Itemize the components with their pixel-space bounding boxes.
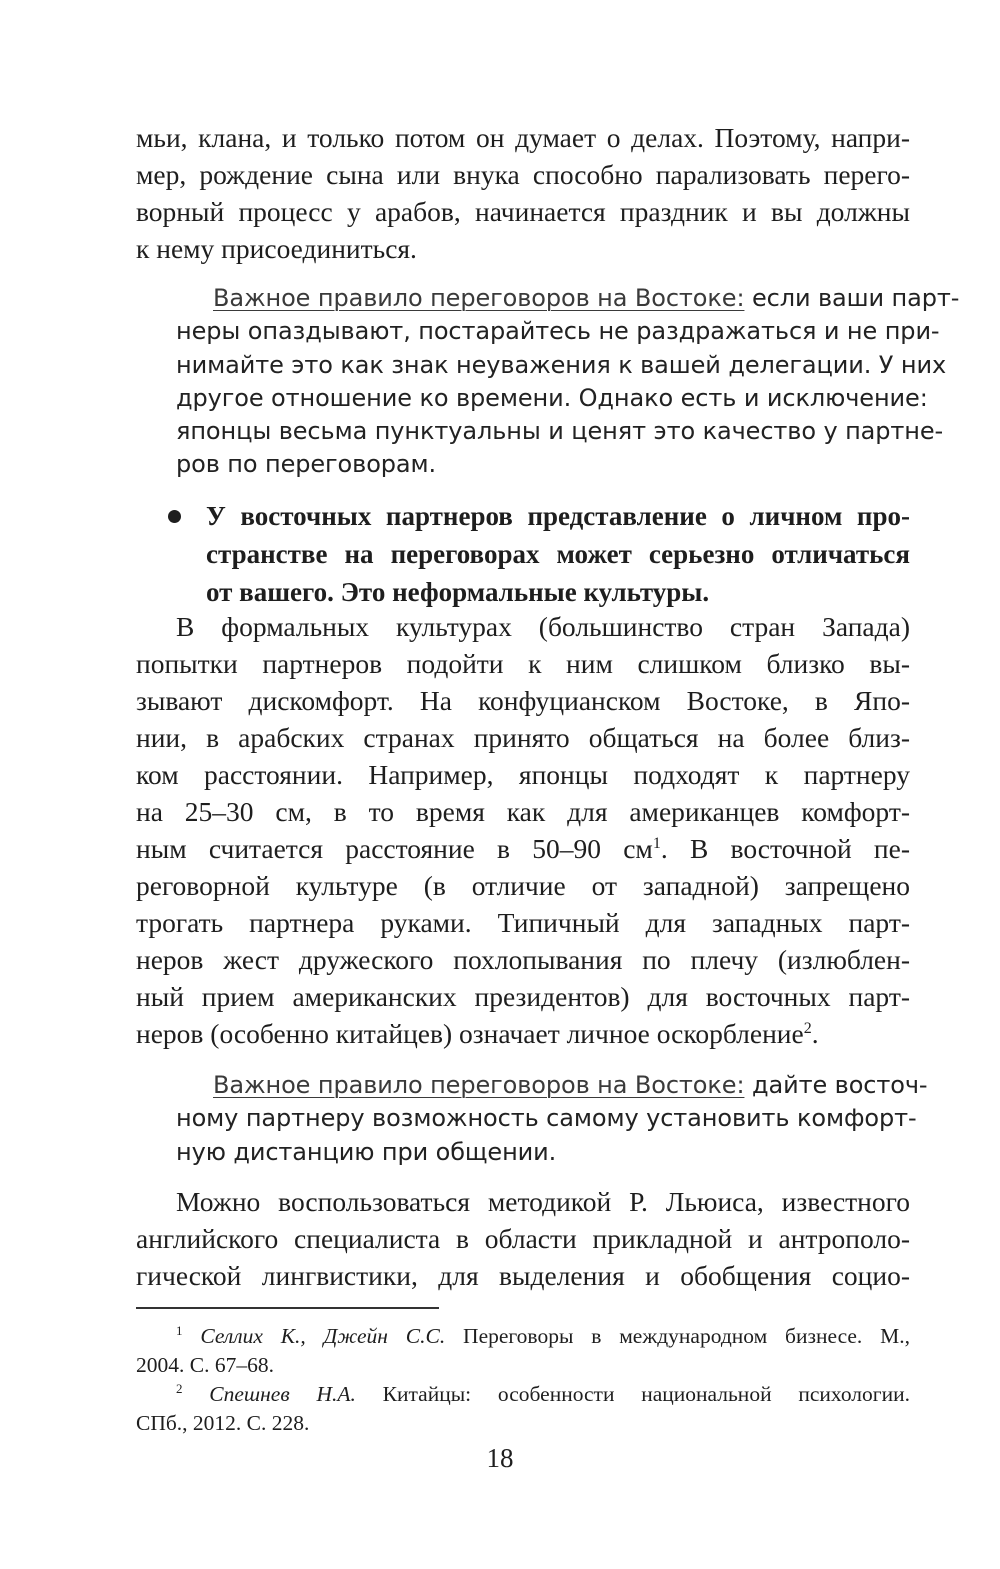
- footnote-author: Спешнев Н.А.: [209, 1382, 356, 1406]
- text-line: гической лингвистики, для выделения и обобщения социо-: [136, 1260, 910, 1291]
- text-line: нии, в арабских странах принято общаться на более близ-: [136, 722, 910, 753]
- rule-text: дайте восточ-: [744, 1071, 928, 1099]
- footnotes: [136, 1322, 910, 1438]
- text-line: нимайте это как знак неуважения к вашей делегации. У них: [176, 350, 947, 379]
- text-line: В формальных культурах (большинство стран Запада): [176, 611, 910, 642]
- text-line: ный прием американских президентов) для восточных парт-: [136, 981, 910, 1012]
- footnote-2: [136, 1380, 910, 1409]
- footnote-text: Переговоры в международном бизнесе. М.,: [445, 1324, 910, 1348]
- text-line: [136, 830, 910, 867]
- text-line: трогать партнера руками. Типичный для западных парт-: [136, 907, 910, 938]
- text-line: ному партнеру возможность самому установить комфорт-: [176, 1104, 917, 1133]
- text-line: зывают дискомфорт. На конфуцианском Востоке, в Япо-: [136, 685, 910, 716]
- text-line: другое отношение ко времени. Однако есть и исключение:: [176, 383, 928, 412]
- footnote-text: Китайцы: особенности национальной психологии.: [355, 1382, 910, 1406]
- text-line: неры опаздывают, постарайтесь не раздражаться и не при-: [176, 317, 940, 346]
- text-line: ком расстоянии. Например, японцы подходят к партнеру: [136, 759, 910, 790]
- text-line: японцы весьма пунктуальны и ценят это качество у партне-: [176, 417, 944, 446]
- text-fragment: неров (особенно китайцев) означает личное оскорбление: [136, 1018, 804, 1049]
- text-line: ворный процесс у арабов, начинается праздник и вы должны: [136, 196, 910, 227]
- text-line: [136, 1015, 910, 1052]
- closing-paragraph: [136, 1183, 910, 1294]
- page-number: 18: [486, 1443, 514, 1473]
- text-fragment: ным считается расстояние в 50–90 см: [136, 833, 653, 864]
- text-fragment: .: [811, 1018, 819, 1049]
- rule-label: Важное правило переговоров на Востоке:: [213, 284, 745, 312]
- text-line: попытки партнеров подойти к ним слишком близко вы-: [136, 648, 910, 679]
- text-line: [176, 282, 960, 315]
- rule-box-1: [176, 282, 960, 482]
- text-fragment: . В восточной пе-: [660, 833, 910, 864]
- text-line: ров по переговорам.: [176, 450, 437, 479]
- text-line: мьи, клана, и только потом он думает о делах. Поэтому, напри-: [136, 122, 910, 153]
- footnote-author: Селлих К., Джейн С.С.: [200, 1324, 446, 1348]
- text-line: У восточных партнеров представление о личном про-: [206, 501, 910, 531]
- text-line: странстве на переговорах может серьезно отличаться: [206, 539, 910, 569]
- footnote-1: [136, 1322, 910, 1351]
- text-line: на 25–30 см, в то время как для американцев комфорт-: [136, 796, 910, 827]
- footnote-1-cont: 2004. С. 67–68.: [136, 1353, 274, 1377]
- text-line: Можно воспользоваться методикой Р. Льюиса, известного: [176, 1186, 910, 1217]
- text-line: мер, рождение сына или внука способно парализовать перего-: [136, 159, 910, 190]
- text-line: реговорной культуре (в отличие от западной) запрещено: [136, 870, 910, 901]
- footnote-ref-1[interactable]: 1: [652, 834, 661, 852]
- footnote-ref-2[interactable]: 2: [803, 1019, 812, 1037]
- footnote-number: 2: [176, 1380, 183, 1396]
- text-line: ную дистанцию при общении.: [176, 1137, 557, 1166]
- text-line: неров жест дружеского похлопывания по плечу (излюблен-: [136, 944, 910, 975]
- footnote-divider: [136, 1307, 439, 1309]
- footnote-2-cont: СПб., 2012. С. 228.: [136, 1411, 310, 1435]
- text-line: [176, 1069, 928, 1102]
- bullet-text: [206, 497, 910, 611]
- text-line: к нему присоединиться.: [136, 233, 417, 264]
- text-line: английского специалиста в области прикладной и антрополо-: [136, 1223, 910, 1254]
- top-paragraph: [136, 119, 910, 267]
- rule-box-2: [176, 1069, 928, 1169]
- rule-text: если ваши парт-: [751, 284, 960, 312]
- rule-label: Важное правило переговоров на Востоке:: [213, 1071, 745, 1099]
- text-line: от вашего. Это неформальные культуры.: [206, 577, 710, 607]
- bullet-icon: [168, 510, 181, 523]
- main-paragraph: [136, 608, 910, 1052]
- footnote-number: 1: [176, 1322, 183, 1338]
